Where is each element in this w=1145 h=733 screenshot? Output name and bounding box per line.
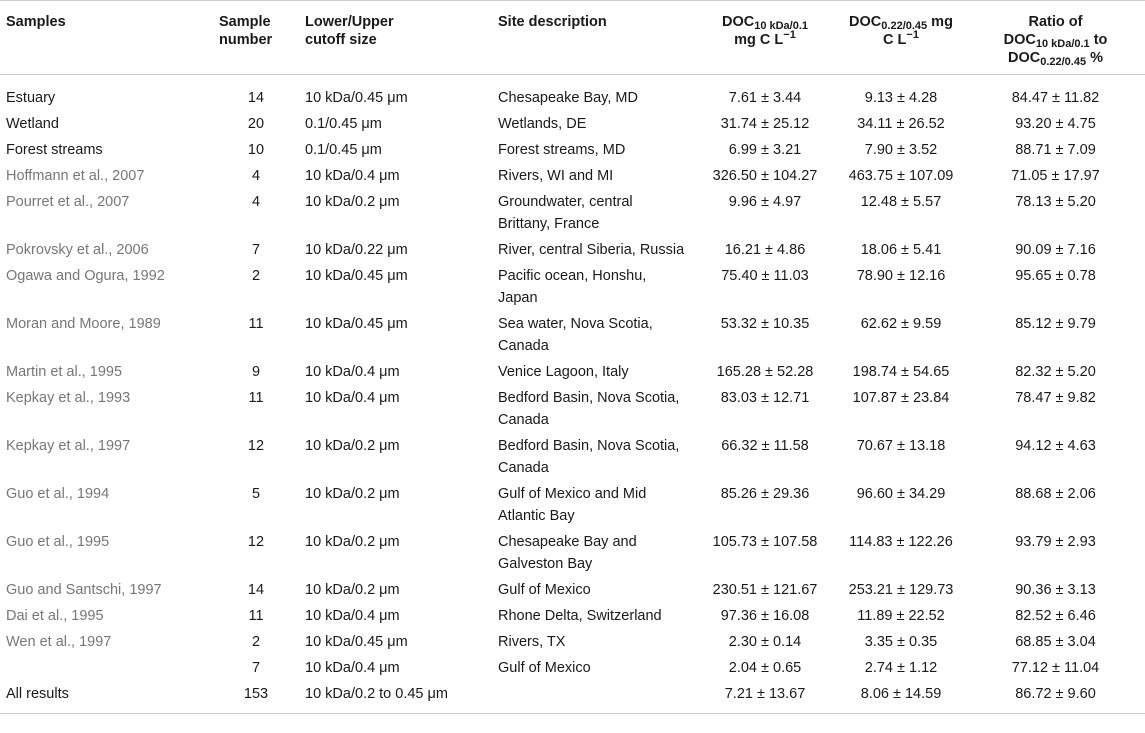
cell-cutoff-size: 10 kDa/0.2 μm (305, 438, 400, 454)
cell-sample: Hoffmann et al., 2007 (6, 168, 145, 184)
cell-sample-number: 14 (247, 582, 265, 598)
header-samples: Samples (0, 1, 213, 75)
cell-sample: Kepkay et al., 1993 (6, 390, 131, 406)
cell-sample: Pokrovsky et al., 2006 (6, 242, 149, 258)
cell-site-description: Pacific ocean, Honshu, Japan (498, 268, 647, 306)
cell-sample: Forest streams (6, 142, 103, 158)
cell-sample: Dai et al., 1995 (6, 608, 104, 624)
cell-doc-10kda: 97.36 ± 16.08 (720, 608, 810, 624)
cell-ratio: 94.12 ± 4.63 (1015, 438, 1096, 454)
header-ratio: Ratio of $DOC_{10 kDa/0.1}$ to $DOC_{0.22/0.45}$ % (966, 1, 1145, 75)
cell-cutoff-size: 0.1/0.45 μm (305, 142, 382, 158)
cell-doc-022: 18.06 ± 5.41 (860, 242, 942, 258)
cell-sample: Pourret et al., 2007 (6, 194, 130, 210)
cell-ratio: 82.32 ± 5.20 (1015, 364, 1096, 380)
cell-site-description: Forest streams, MD (498, 142, 626, 158)
cell-cutoff-size: 10 kDa/0.2 to 0.45 μm (299, 681, 492, 714)
cell-doc-10kda: 230.51 ± 121.67 (712, 582, 818, 598)
cell-sample: Ogawa and Ogura, 1992 (6, 268, 165, 284)
cell-cutoff-size: 10 kDa/0.45 μm (305, 634, 408, 650)
header-sample-number: Sample number (213, 1, 299, 75)
cell-site-description: Gulf of Mexico (498, 582, 591, 598)
cell-cutoff-size: 10 kDa/0.4 μm (305, 168, 400, 184)
cell-sample-number: 12 (247, 438, 265, 454)
header-doc-022: $DOC_{0.22/0.45}$ mg C $L^{-1}$ (836, 1, 966, 75)
cell-ratio: 78.13 ± 5.20 (1015, 194, 1096, 210)
cell-doc-022: 107.87 ± 23.84 (852, 390, 950, 406)
cell-doc-022: 11.89 ± 22.52 (857, 608, 945, 624)
cell-doc-10kda: 53.32 ± 10.35 (720, 316, 810, 332)
cell-doc-022: 253.21 ± 129.73 (848, 582, 954, 598)
table-row (0, 603, 1145, 629)
cell-ratio: 82.52 ± 6.46 (1015, 608, 1096, 624)
cell-site-description: Bedford Basin, Nova Scotia, Canada (498, 390, 680, 428)
cell-doc-022: 198.74 ± 54.65 (852, 364, 950, 380)
cell-ratio: 84.47 ± 11.82 (1011, 90, 1100, 106)
cell-sample-number: 4 (251, 194, 261, 210)
cell-ratio: 85.12 ± 9.79 (1015, 316, 1096, 332)
table-header (0, 1, 1145, 75)
header-row (0, 1, 1145, 75)
cell-sample-number: 11 (248, 390, 264, 406)
cell-site-description: Chesapeake Bay, MD (498, 90, 638, 106)
cell-sample: Estuary (6, 90, 56, 106)
cell-sample: Moran and Moore, 1989 (6, 316, 161, 332)
cell-doc-022: 9.13 ± 4.28 (864, 90, 938, 106)
cell-sample-number: 11 (248, 316, 264, 332)
cell-sample (0, 655, 213, 681)
cell-sample-number: 2 (251, 634, 261, 650)
cell-sample-number: 4 (251, 168, 261, 184)
cell-site-description: Venice Lagoon, Italy (498, 364, 629, 380)
cell-doc-022: 2.74 ± 1.12 (864, 660, 938, 676)
cell-cutoff-size: 10 kDa/0.4 μm (305, 390, 400, 406)
cell-sample-number: 11 (248, 608, 264, 624)
cell-ratio: 93.20 ± 4.75 (1015, 116, 1096, 132)
cell-ratio: 88.71 ± 7.09 (1015, 142, 1096, 158)
cell-doc-022: 70.67 ± 13.18 (856, 438, 946, 454)
cell-sample-number: 12 (247, 534, 265, 550)
cell-doc-10kda: 85.26 ± 29.36 (720, 486, 810, 502)
cell-doc-10kda: 83.03 ± 12.71 (720, 390, 810, 406)
cell-doc-022: 3.35 ± 0.35 (864, 634, 938, 650)
table-row (0, 481, 1145, 529)
cell-doc-10kda: 7.21 ± 13.67 (694, 681, 836, 714)
cell-doc-10kda: 165.28 ± 52.28 (716, 364, 814, 380)
cell-ratio: 77.12 ± 11.04 (1011, 660, 1100, 676)
cell-ratio: 68.85 ± 3.04 (1015, 634, 1096, 650)
cell-ratio: 95.65 ± 0.78 (1015, 268, 1096, 284)
header-cutoff-size: Lower/Upper cutoff size (299, 1, 492, 75)
cell-sample: All results (0, 681, 213, 714)
table-row (0, 263, 1145, 311)
cell-doc-022: 12.48 ± 5.57 (860, 194, 942, 210)
cell-doc-10kda: 2.04 ± 0.65 (728, 660, 802, 676)
cell-doc-022: 7.90 ± 3.52 (864, 142, 938, 158)
cell-cutoff-size: 10 kDa/0.45 μm (305, 90, 408, 106)
table-row (0, 163, 1145, 189)
cell-site-description: Gulf of Mexico (498, 660, 591, 676)
cell-sample-number: 2 (251, 268, 261, 284)
table-row (0, 577, 1145, 603)
cell-ratio: 90.36 ± 3.13 (1015, 582, 1096, 598)
table-row (0, 529, 1145, 577)
cell-cutoff-size: 10 kDa/0.2 μm (305, 582, 400, 598)
table-row (0, 655, 1145, 681)
cell-ratio: 93.79 ± 2.93 (1015, 534, 1096, 550)
cell-site-description: Rivers, TX (498, 634, 566, 650)
cell-ratio: 90.09 ± 7.16 (1015, 242, 1096, 258)
cell-doc-10kda: 6.99 ± 3.21 (728, 142, 802, 158)
cell-cutoff-size: 10 kDa/0.4 μm (305, 660, 400, 676)
header-doc-10kda: $DOC_{10 kDa/0.1}$ mg C $L^{-1}$ (694, 1, 836, 75)
table-row (0, 385, 1145, 433)
cell-sample-number: 7 (251, 242, 261, 258)
cell-doc-10kda: 9.96 ± 4.97 (728, 194, 802, 210)
cell-cutoff-size: 10 kDa/0.2 μm (305, 534, 400, 550)
cell-cutoff-size: 10 kDa/0.45 μm (305, 268, 408, 284)
cell-sample-number: 9 (251, 364, 261, 380)
table-row (0, 681, 1145, 714)
cell-cutoff-size: 10 kDa/0.45 μm (305, 316, 408, 332)
cell-cutoff-size: 10 kDa/0.2 μm (305, 194, 400, 210)
cell-sample: Wen et al., 1997 (6, 634, 112, 650)
cell-site-description: Rhone Delta, Switzerland (498, 608, 662, 624)
cell-site-description (492, 681, 694, 714)
cell-ratio: 86.72 ± 9.60 (966, 681, 1145, 714)
cell-doc-10kda: 31.74 ± 25.12 (720, 116, 810, 132)
cell-doc-10kda: 326.50 ± 104.27 (712, 168, 818, 184)
cell-ratio: 78.47 ± 9.82 (1015, 390, 1096, 406)
table-row (0, 237, 1145, 263)
cell-site-description: River, central Siberia, Russia (498, 242, 685, 258)
cell-doc-10kda: 16.21 ± 4.86 (724, 242, 806, 258)
cell-doc-10kda: 75.40 ± 11.03 (721, 268, 809, 284)
table-row (0, 629, 1145, 655)
table-row (0, 311, 1145, 359)
cell-sample-number: 14 (247, 90, 265, 106)
cell-ratio: 71.05 ± 17.97 (1011, 168, 1100, 184)
cell-doc-022: 78.90 ± 12.16 (856, 268, 946, 284)
cell-doc-022: 463.75 ± 107.09 (848, 168, 954, 184)
cell-cutoff-size: 0.1/0.45 μm (305, 116, 382, 132)
cell-site-description: Gulf of Mexico and Mid Atlantic Bay (498, 486, 647, 524)
table-body (0, 75, 1145, 714)
cell-doc-10kda: 105.73 ± 107.58 (712, 534, 818, 550)
cell-sample: Martin et al., 1995 (6, 364, 123, 380)
cell-sample-number: 20 (247, 116, 265, 132)
cell-doc-022: 62.62 ± 9.59 (860, 316, 942, 332)
cell-site-description: Wetlands, DE (498, 116, 587, 132)
table-row (0, 111, 1145, 137)
cell-site-description: Rivers, WI and MI (498, 168, 614, 184)
cell-sample: Guo and Santschi, 1997 (6, 582, 162, 598)
cell-sample: Kepkay et al., 1997 (6, 438, 131, 454)
table-row (0, 189, 1145, 237)
cell-doc-022: 8.06 ± 14.59 (836, 681, 966, 714)
cell-doc-10kda: 66.32 ± 11.58 (721, 438, 809, 454)
cell-cutoff-size: 10 kDa/0.4 μm (305, 364, 400, 380)
cell-sample-number: 153 (213, 681, 299, 714)
cell-sample: Guo et al., 1994 (6, 486, 110, 502)
cell-sample-number: 7 (251, 660, 261, 676)
cell-site-description: Groundwater, central Brittany, France (498, 194, 633, 232)
table-row (0, 137, 1145, 163)
cell-doc-022: 34.11 ± 26.52 (857, 116, 945, 132)
cell-doc-022: 96.60 ± 34.29 (856, 486, 946, 502)
cell-cutoff-size: 10 kDa/0.2 μm (305, 486, 400, 502)
cell-site-description: Bedford Basin, Nova Scotia, Canada (498, 438, 680, 476)
cell-ratio: 88.68 ± 2.06 (1015, 486, 1096, 502)
cell-doc-022: 114.83 ± 122.26 (849, 534, 953, 550)
cell-doc-10kda: 2.30 ± 0.14 (728, 634, 802, 650)
table-row (0, 359, 1145, 385)
table-row (0, 75, 1145, 112)
table-row (0, 433, 1145, 481)
cell-sample: Guo et al., 1995 (6, 534, 110, 550)
cell-sample: Wetland (6, 116, 59, 132)
cell-site-description: Sea water, Nova Scotia, Canada (498, 316, 653, 354)
header-site-description: Site description (492, 1, 694, 75)
cell-sample-number: 5 (251, 486, 261, 502)
cell-site-description: Chesapeake Bay and Galveston Bay (498, 534, 637, 572)
cell-doc-10kda: 7.61 ± 3.44 (728, 90, 802, 106)
cell-cutoff-size: 10 kDa/0.4 μm (305, 608, 400, 624)
cell-cutoff-size: 10 kDa/0.22 μm (305, 242, 408, 258)
cell-sample-number: 10 (247, 142, 265, 158)
